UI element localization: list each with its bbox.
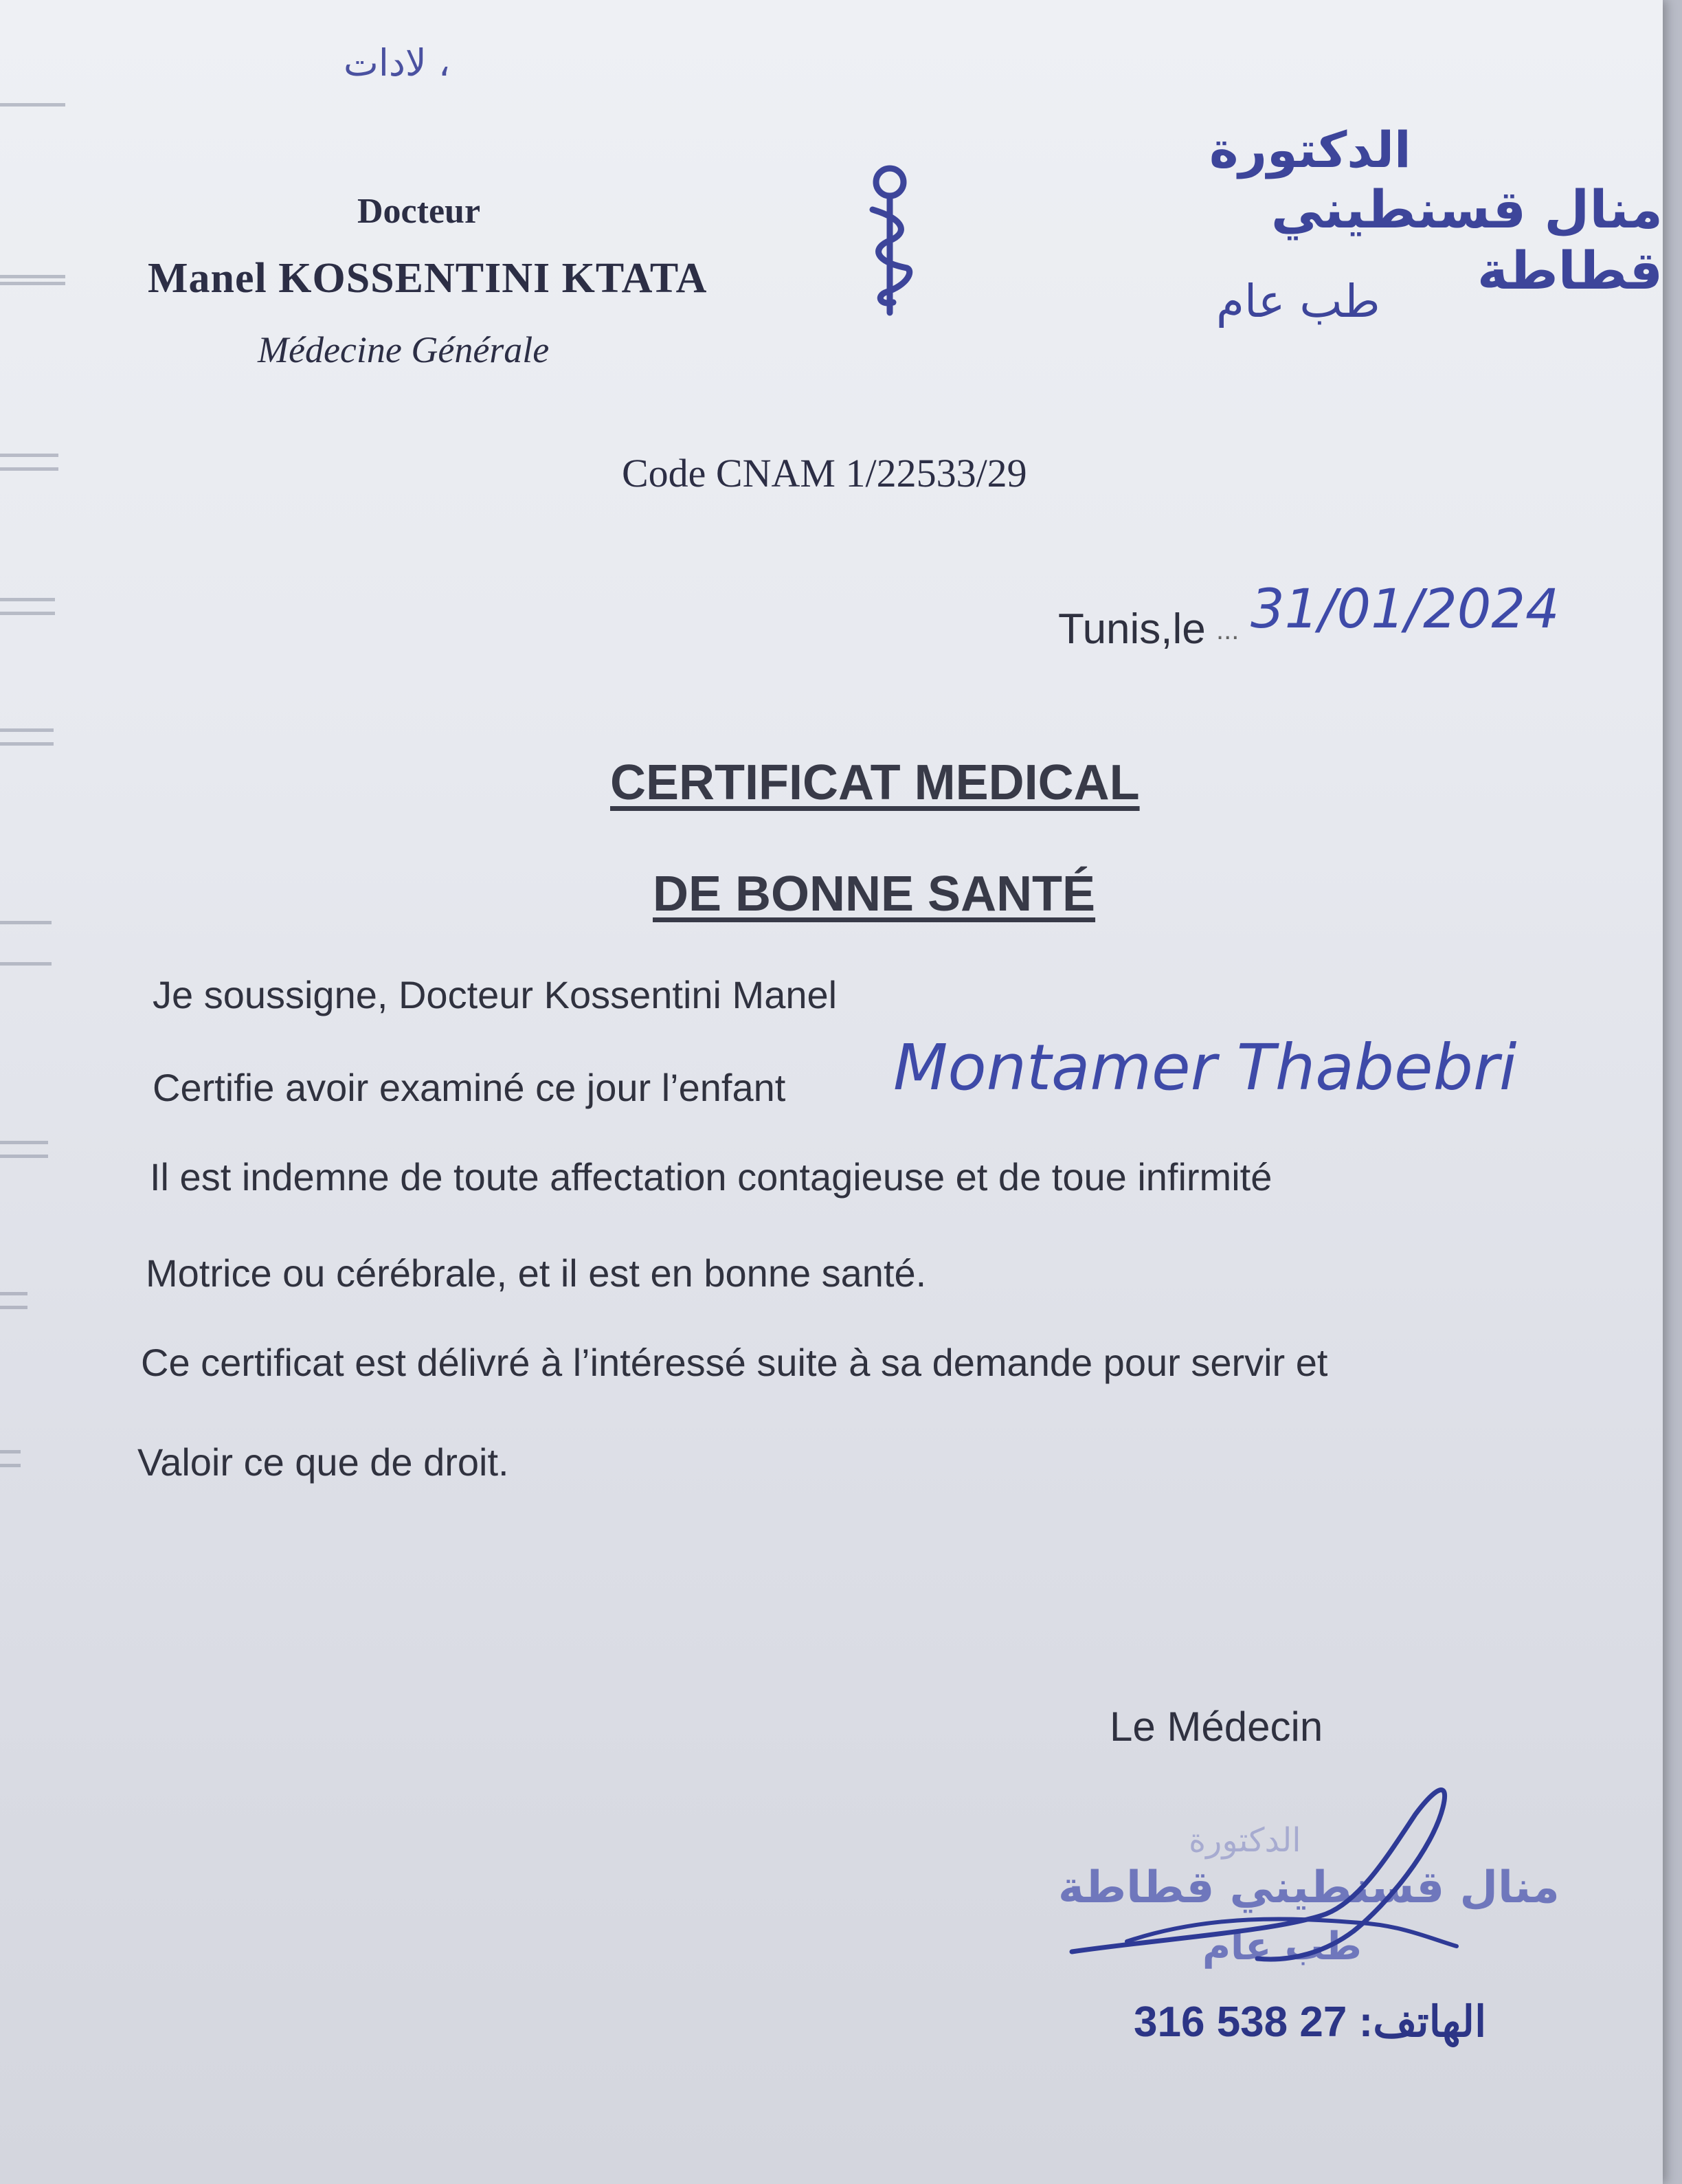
body-line-5: Ce certificat est délivré à l’intéressé suite à sa demande pour servir et — [141, 1341, 1328, 1384]
stamp-title: الدكتورة — [1189, 1821, 1301, 1860]
caduceus-icon — [852, 161, 928, 320]
edge-rule — [0, 742, 54, 746]
body-line-3: Il est indemne de toute affectation contagieuse et de toue infirmité — [150, 1155, 1272, 1199]
certificate-title-line1: CERTIFICAT MEDICAL — [610, 755, 1140, 810]
date-value: 31/01/2024 — [1251, 579, 1560, 640]
edge-rule — [0, 454, 58, 457]
stamp-name: منال قسنطيني قطاطة — [1058, 1862, 1560, 1913]
edge-rule — [0, 1141, 48, 1144]
edge-rule — [0, 1155, 48, 1158]
edge-rule — [0, 1464, 21, 1467]
edge-rule — [0, 962, 52, 966]
doctor-stamp — [1031, 1766, 1594, 2046]
arabic-title: الدكتورة — [1209, 121, 1411, 179]
stamp-specialty: طب عام — [1202, 1924, 1362, 1969]
signer-label: Le Médecin — [1110, 1704, 1323, 1750]
certificate-title-line2: DE BONNE SANTÉ — [653, 867, 1096, 922]
body-line-1: Je soussigne, Docteur Kossentini Manel — [153, 973, 838, 1016]
edge-rule — [0, 1292, 27, 1295]
edge-rule — [0, 728, 54, 732]
body-line-4: Motrice ou cérébrale, et il est en bonne santé. — [146, 1251, 927, 1295]
child-name-handwritten: Montamer Thabebri — [893, 1031, 1517, 1104]
body-line-6: Valoir ce que de droit. — [137, 1440, 509, 1484]
edge-rule — [0, 598, 55, 601]
date-dots: ... — [1216, 615, 1240, 645]
edge-rule — [0, 275, 65, 278]
doctor-title: Docteur — [357, 192, 481, 231]
edge-rule — [0, 612, 55, 615]
body-line-2: Certifie avoir examiné ce jour l’enfant — [153, 1066, 786, 1109]
handwritten-signature — [1031, 1766, 1594, 2041]
doctor-name: Manel KOSSENTINI KTATA — [148, 255, 708, 302]
edge-rule — [0, 282, 65, 285]
arabic-doctor-name: منال قسنطيني قطاطة — [1270, 179, 1663, 301]
stamp-phone: الهاتف: 27 538 316 — [1134, 1998, 1487, 2046]
top-arabic-note: ، لادات — [344, 41, 451, 85]
cnam-code: Code CNAM 1/22533/29 — [622, 451, 1027, 495]
edge-rule — [0, 467, 58, 471]
edge-rule — [0, 103, 65, 107]
edge-rule — [0, 1450, 21, 1453]
doctor-specialty: Médecine Générale — [258, 329, 550, 370]
edge-rule — [0, 1306, 27, 1309]
edge-rule — [0, 921, 52, 924]
date-label: Tunis,le — [1058, 605, 1206, 653]
arabic-specialty: طب عام — [1216, 275, 1380, 328]
